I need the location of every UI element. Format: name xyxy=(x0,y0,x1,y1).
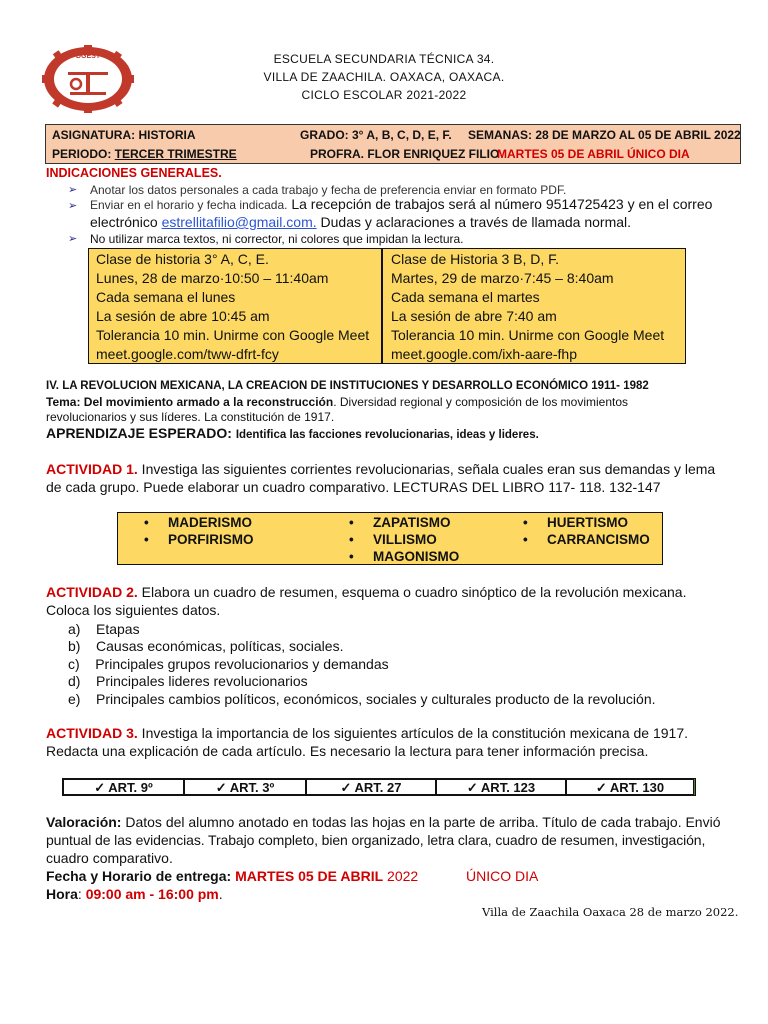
bullet-icon: • xyxy=(144,515,149,530)
bullet-2 xyxy=(90,196,712,214)
period-value: TERCER TRIMESTRE xyxy=(114,147,237,161)
info-box xyxy=(45,124,741,164)
bullet-icon: • xyxy=(523,532,528,547)
current-item: CARRANCISMO xyxy=(547,532,650,547)
act2-line2: Coloca los siguientes datos. xyxy=(46,602,221,618)
unit-tema-line2: revolucionarios y sus líderes. La constitución de 1917. xyxy=(46,410,335,424)
school-name: ESCUELA SECUNDARIA TÉCNICA 34. xyxy=(273,52,495,66)
aprendizaje xyxy=(46,425,539,443)
email-prefix: electrónico xyxy=(90,214,162,230)
valoracion-line3: cuadro comparativo. xyxy=(46,850,173,866)
entrega-year: 2022 xyxy=(383,868,419,884)
period xyxy=(52,147,237,161)
hora-colon: : xyxy=(77,886,86,902)
schedule-right-line: La sesión de abre 7:40 am xyxy=(391,308,557,324)
aprendizaje-text: Identifica las facciones revolucionarias, ideas y lideres. xyxy=(235,429,539,441)
bullet-2-small: Enviar en el horario y fecha indicada. xyxy=(90,198,288,212)
currents-box xyxy=(117,512,663,565)
bullet-1: Anotar los datos personales a cada trabajo y fecha de preferencia enviar en formato PDF. xyxy=(90,183,567,197)
schedule-right-line: Tolerancia 10 min. Unirme con Google Meet xyxy=(391,327,665,343)
entrega-colon: : xyxy=(226,868,236,884)
tema-text: . Diversidad regional y composición de los movimientos xyxy=(333,395,628,409)
act1-line1 xyxy=(46,460,715,478)
teacher: PROFRA. FLOR ENRIQUEZ FILIO xyxy=(310,147,500,161)
schedule-left-line: Tolerancia 10 min. Unirme con Google Meet xyxy=(96,327,370,343)
period-label: PERIODO: xyxy=(52,147,115,161)
tema-label: Tema: Del movimiento armado a la reconstrucción xyxy=(46,395,334,409)
day-note: MARTES 05 DE ABRIL ÚNICO DIA xyxy=(497,147,690,161)
articles-bar xyxy=(62,778,696,796)
act2-item: a) Etapas xyxy=(68,621,140,637)
act3-label: ACTIVIDAD 3. xyxy=(46,725,138,741)
act2-item: c) Principales grupos revolucionarios y demandas xyxy=(68,656,389,672)
act1-line2: de cada grupo. Puede elaborar un cuadro comparativo. LECTURAS DEL LIBRO 117- 118. 132-147 xyxy=(46,479,661,495)
current-item: ZAPATISMO xyxy=(373,515,451,530)
schedule-right-line: Martes, 29 de marzo·7:45 – 8:40am xyxy=(391,270,614,286)
current-item: HUERTISMO xyxy=(547,515,628,530)
bullet-icon: • xyxy=(144,532,149,547)
arrow-icon: ➢ xyxy=(68,233,78,245)
current-item: PORFIRISMO xyxy=(168,532,254,547)
act2-label: ACTIVIDAD 2. xyxy=(46,584,138,600)
act3-line2: Redacta una explicación de cada artículo. Es necesario la lectura para tener información precisa. xyxy=(46,743,649,759)
meet-link-right[interactable]: meet.google.com/ixh-aare-fhp xyxy=(391,346,577,362)
act2-item: d) Principales lideres revolucionarios xyxy=(68,673,308,689)
entrega-date: MARTES 05 DE ABRIL xyxy=(235,868,384,884)
article-cell: ✓ ART. 3º xyxy=(184,779,306,795)
grade: GRADO: 3° A, B, C, D, E, F. xyxy=(300,128,452,142)
valoracion-label: Valoración: xyxy=(46,814,122,830)
act2-item: e) Principales cambios políticos, económicos, sociales y culturales producto de la revolución. xyxy=(68,691,656,707)
valoracion-line2: puntual de las evidencias. Trabajo completo, bien organizado, letra clara, cuadro de resumen, investigación, xyxy=(46,832,706,848)
bullet-2-large: La recepción de trabajos será al número 9514725423 y en el correo xyxy=(287,196,713,212)
schedule-box xyxy=(88,248,686,364)
entrega-label: Fecha y Horario de entrega xyxy=(46,868,227,884)
school-location: VILLA DE ZAACHILA. OAXACA, OAXACA. xyxy=(263,70,505,84)
school-cycle: CICLO ESCOLAR 2021-2022 xyxy=(301,88,467,102)
arrow-icon: ➢ xyxy=(68,184,78,196)
bullet-2-line2 xyxy=(90,214,631,230)
aprendizaje-label: APRENDIZAJE ESPERADO: xyxy=(46,425,236,441)
current-item: MADERISMO xyxy=(168,515,252,530)
hora-end: . xyxy=(218,886,223,902)
current-item: VILLISMO xyxy=(373,532,437,547)
weeks: SEMANAS: 28 DE MARZO AL 05 DE ABRIL 2022 xyxy=(468,128,741,142)
valoracion-line1 xyxy=(46,813,721,831)
general-title: INDICACIONES GENERALES. xyxy=(46,166,222,180)
email-suffix: Dudas y aclaraciones a través de llamada normal. xyxy=(316,214,632,230)
schedule-right xyxy=(391,249,681,364)
act2-line1 xyxy=(46,583,686,601)
article-cell: ✓ ART. 123 xyxy=(436,779,566,795)
logo-text: DGEST xyxy=(76,53,101,60)
bullet-3: No utilizar marca textos, ni corrector, ni colores que impidan la lectura. xyxy=(90,232,464,246)
bullet-icon: • xyxy=(349,549,354,564)
subject: ASIGNATURA: HISTORIA xyxy=(52,128,196,142)
schedule-left-line: Clase de historia 3° A, C, E. xyxy=(96,251,269,267)
bullet-icon: • xyxy=(349,515,354,530)
hora-line xyxy=(46,885,223,903)
act2-item: b) Causas económicas, políticas, sociales. xyxy=(68,638,344,654)
unit-title: IV. LA REVOLUCION MEXICANA, LA CREACION DE INSTITUCIONES Y DESARROLLO ECONÓMICO 1911- 1982 xyxy=(46,380,649,392)
act1-label: ACTIVIDAD 1. xyxy=(46,461,138,477)
schedule-left-line: Cada semana el lunes xyxy=(96,289,236,305)
entrega-unique: ÚNICO DIA xyxy=(466,868,539,884)
article-cell: ✓ ART. 9º xyxy=(63,779,184,795)
valoracion-text: Datos del alumno anotado en todas las hojas en la parte de arriba. Título de cada trabajo. Envió xyxy=(121,814,721,830)
article-cell: ✓ ART. 130 xyxy=(566,779,694,795)
act3-text: Investiga la importancia de los siguientes artículos de la constitución mexicana de 1917. xyxy=(137,725,689,741)
hora-value: 09:00 am - 16:00 pm xyxy=(85,886,219,902)
place-date: Villa de Zaachila Oaxaca 28 de marzo 2022. xyxy=(482,905,739,919)
schedule-right-line: Cada semana el martes xyxy=(391,289,540,305)
bullet-icon: • xyxy=(349,532,354,547)
bullet-icon: • xyxy=(523,515,528,530)
article-cell: ✓ ART. 27 xyxy=(306,779,436,795)
hora-label: Hora xyxy=(46,886,78,902)
schedule-divider xyxy=(381,249,383,363)
schedule-left-line: Lunes, 28 de marzo·10:50 – 11:40am xyxy=(96,270,329,286)
schedule-right-line: Clase de Historia 3 B, D, F. xyxy=(391,251,560,267)
entrega-line xyxy=(46,867,418,885)
current-item: MAGONISMO xyxy=(373,549,460,564)
act3-line1 xyxy=(46,724,688,742)
unit-tema xyxy=(46,395,628,409)
schedule-left-line: La sesión de abre 10:45 am xyxy=(96,308,270,324)
meet-link-left[interactable]: meet.google.com/tww-dfrt-fcy xyxy=(96,346,279,362)
email-link[interactable]: estrellitafilio@gmail.com. xyxy=(161,214,317,230)
act1-text: Investiga las siguientes corrientes revolucionarias, señala cuales eran sus demandas y lema xyxy=(137,461,716,477)
act2-text: Elabora un cuadro de resumen, esquema o cuadro sinóptico de la revolución mexicana. xyxy=(137,584,687,600)
arrow-icon: ➢ xyxy=(68,200,78,212)
schedule-left xyxy=(96,249,381,364)
